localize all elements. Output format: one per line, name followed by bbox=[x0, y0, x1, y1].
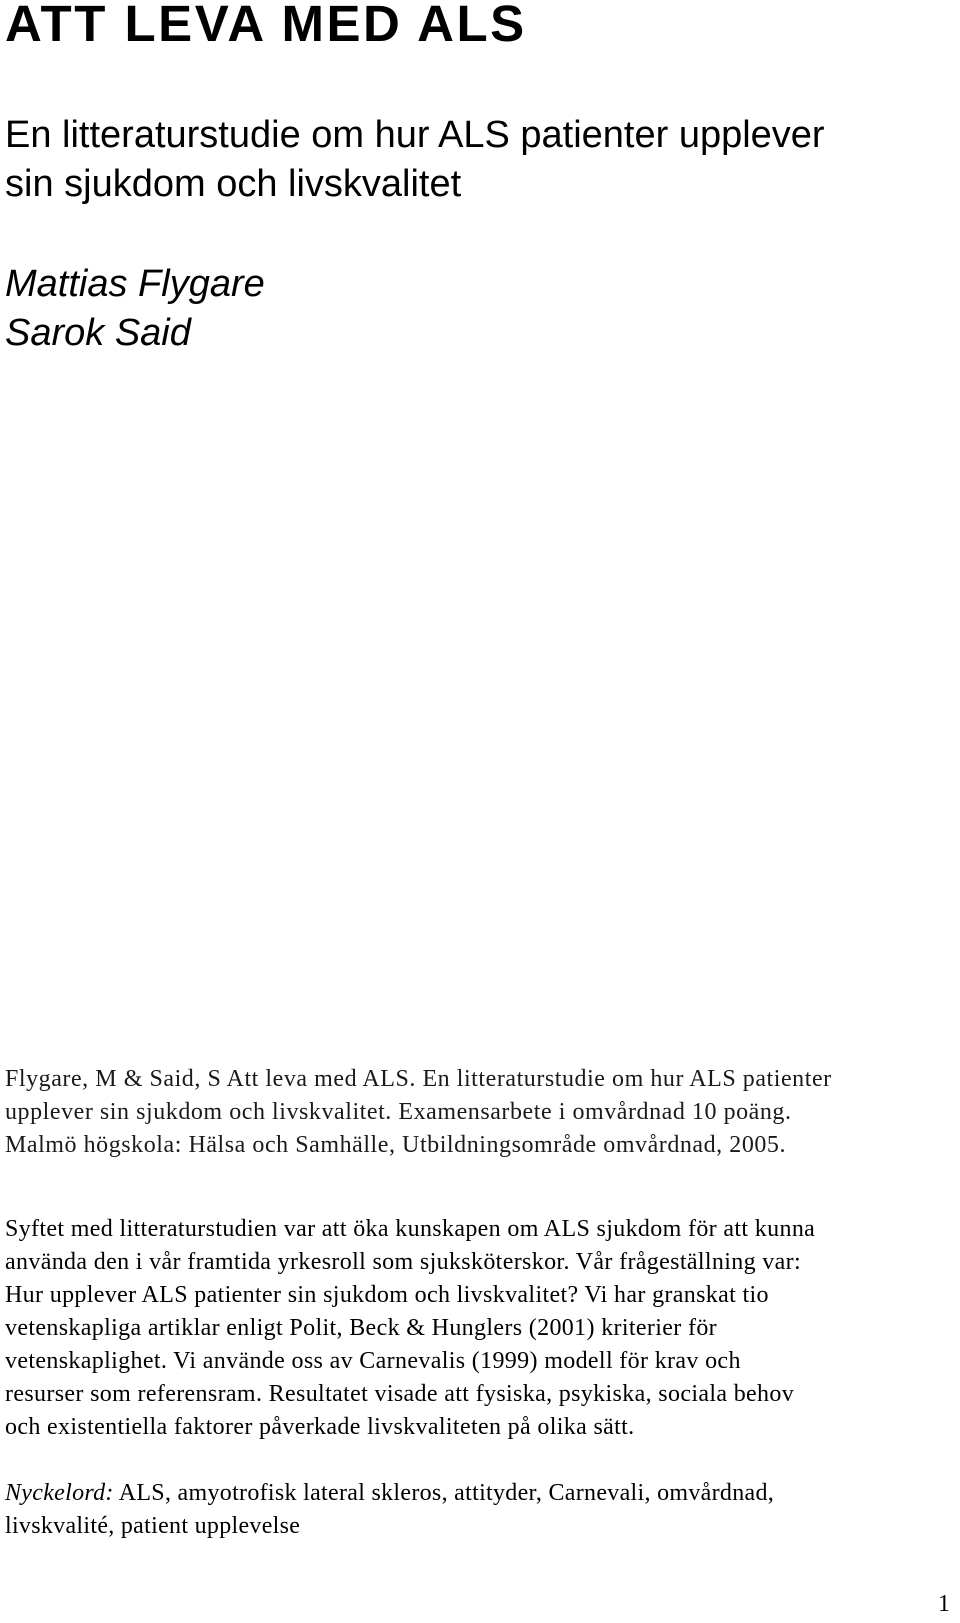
keywords-text: ALS, amyotrofisk lateral skleros, attityder, Carnevali, omvårdnad, bbox=[113, 1480, 775, 1506]
abstract-line: vetenskapliga artiklar enligt Polit, Beck & Hunglers (2001) kriterier för bbox=[5, 1315, 718, 1341]
abstract-line: och existentiella faktorer påverkade livskvaliteten på olika sätt. bbox=[5, 1414, 635, 1440]
keywords-section bbox=[5, 1477, 774, 1543]
abstract-line: vetenskaplighet. Vi använde oss av Carnevalis (1999) modell för krav och bbox=[5, 1348, 741, 1374]
reference-line: Flygare, M & Said, S Att leva med ALS. En litteraturstudie om hur ALS patienter bbox=[5, 1066, 832, 1092]
abstract-line: Hur upplever ALS patienter sin sjukdom och livskvalitet? Vi har granskat tio bbox=[5, 1282, 769, 1308]
reference-line: upplever sin sjukdom och livskvalitet. Examensarbete i omvårdnad 10 poäng. bbox=[5, 1099, 792, 1125]
abstract-line: Syftet med litteraturstudien var att öka kunskapen om ALS sjukdom för att kunna bbox=[5, 1216, 816, 1242]
abstract-line: resurser som referensram. Resultatet visade att fysiska, psykiska, sociala behov bbox=[5, 1381, 795, 1407]
citation-reference bbox=[5, 1063, 832, 1162]
document-title: ATT LEVA MED ALS bbox=[5, 0, 527, 52]
keywords-text: livskvalité, patient upplevelse bbox=[5, 1513, 301, 1539]
abstract-paragraph bbox=[5, 1213, 815, 1444]
abstract-line: använda den i vår framtida yrkesroll som sjuksköterskor. Vår frågeställning var: bbox=[5, 1249, 802, 1275]
author-list bbox=[5, 260, 265, 358]
keywords-label: Nyckelord: bbox=[5, 1480, 114, 1506]
author-name: Mattias Flygare bbox=[5, 263, 265, 305]
page-number: 1 bbox=[938, 1591, 950, 1617]
keywords-first-line bbox=[5, 1477, 774, 1510]
reference-line: Malmö högskola: Hälsa och Samhälle, Utbildningsområde omvårdnad, 2005. bbox=[5, 1132, 787, 1158]
document-subtitle bbox=[5, 111, 945, 209]
author-name: Sarok Said bbox=[5, 312, 191, 354]
subtitle-line: En litteraturstudie om hur ALS patienter upplever bbox=[5, 114, 825, 156]
subtitle-line: sin sjukdom och livskvalitet bbox=[5, 163, 462, 205]
